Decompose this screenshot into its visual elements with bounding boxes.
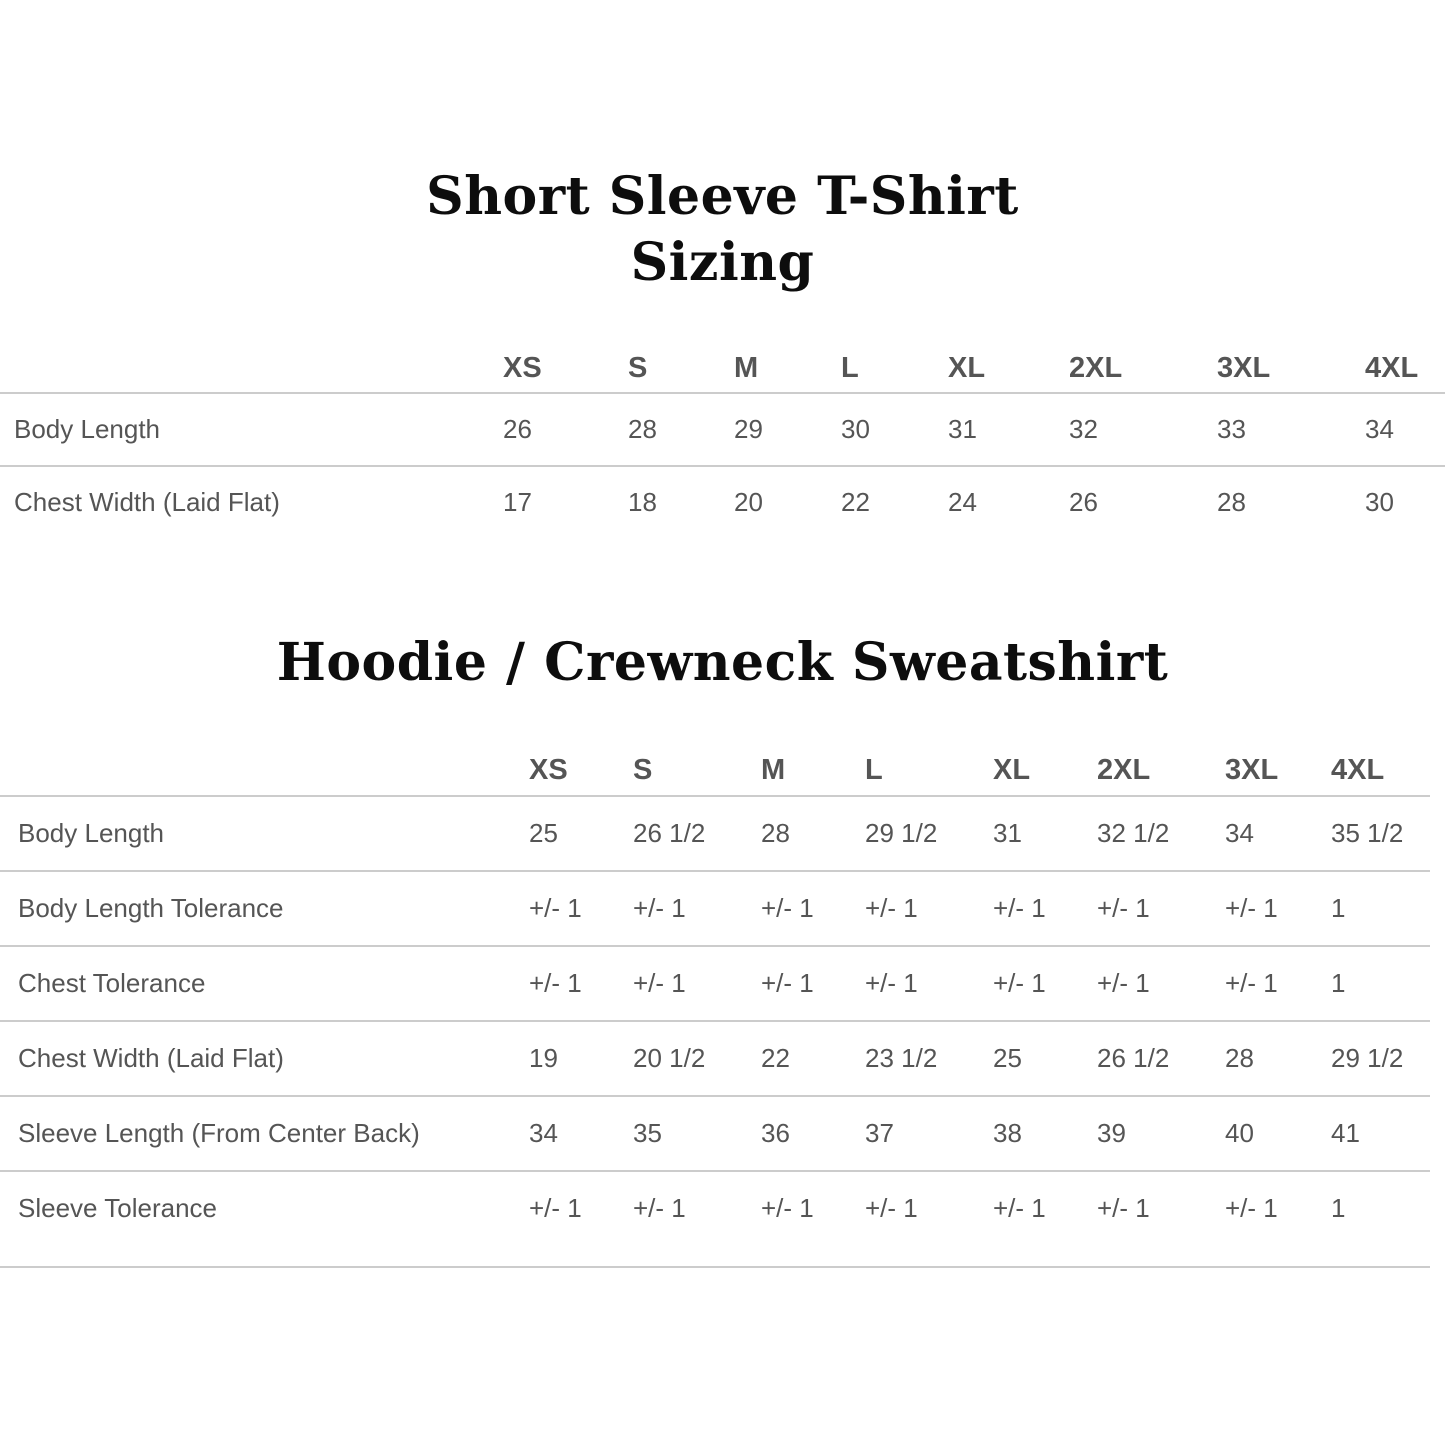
table-cell: 32 1/2	[1097, 818, 1170, 848]
table-cell: +/- 1	[993, 968, 1046, 998]
table-cell: 41	[1331, 1118, 1360, 1148]
table-cell: +/- 1	[761, 968, 814, 998]
table-cell: 30	[841, 414, 870, 444]
table-header-row	[0, 340, 1445, 394]
size-header-3xl: 3XL	[1217, 352, 1271, 384]
table-cell: 34	[1225, 818, 1254, 848]
table-cell: 22	[841, 487, 870, 517]
table-row	[0, 394, 1445, 467]
hoodie-sizing-title	[0, 630, 1445, 696]
size-header-m: M	[761, 754, 786, 786]
size-header-xs: XS	[503, 352, 542, 384]
row-label: Sleeve Tolerance	[18, 1193, 217, 1223]
table-cell: 29	[734, 414, 763, 444]
size-header-4xl: 4XL	[1365, 352, 1419, 384]
table-row	[0, 1022, 1430, 1097]
table-cell: 30	[1365, 487, 1394, 517]
tshirt-sizing-title	[0, 164, 1445, 296]
size-header-2xl: 2XL	[1097, 754, 1151, 786]
table-cell: 35	[633, 1118, 662, 1148]
table-cell: 29 1/2	[865, 818, 938, 848]
table-row	[0, 797, 1430, 872]
table-cell: 40	[1225, 1118, 1254, 1148]
table-cell: 26	[503, 414, 532, 444]
size-header-xl: XL	[948, 352, 986, 384]
hoodie-size-table	[0, 742, 1430, 1268]
table-cell: 25	[993, 1043, 1022, 1073]
table-cell: 31	[993, 818, 1022, 848]
table-cell: +/- 1	[633, 968, 686, 998]
size-header-s: S	[633, 754, 653, 786]
size-header-4xl: 4XL	[1331, 754, 1385, 786]
table-cell: +/- 1	[865, 893, 918, 923]
tshirt-title-line2: Sizing	[630, 232, 815, 293]
table-cell: +/- 1	[1225, 968, 1278, 998]
table-cell: +/- 1	[529, 968, 582, 998]
table-cell: 24	[948, 487, 977, 517]
size-header-2xl: 2XL	[1069, 352, 1123, 384]
table-cell: +/- 1	[633, 1193, 686, 1223]
row-label: Chest Width (Laid Flat)	[18, 1043, 284, 1073]
table-cell: 31	[948, 414, 977, 444]
table-cell: +/- 1	[761, 893, 814, 923]
table-cell: 33	[1217, 414, 1246, 444]
table-cell: +/- 1	[529, 1193, 582, 1223]
table-cell: 25	[529, 818, 558, 848]
table-cell: 20 1/2	[633, 1043, 706, 1073]
table-cell: 17	[503, 487, 532, 517]
table-cell: 29 1/2	[1331, 1043, 1404, 1073]
table-row	[0, 1172, 1430, 1268]
table-cell: +/- 1	[1225, 893, 1278, 923]
table-row	[0, 872, 1430, 947]
table-cell: 20	[734, 487, 763, 517]
table-row	[0, 1097, 1430, 1172]
row-label: Chest Width (Laid Flat)	[14, 487, 280, 517]
table-cell: +/- 1	[1097, 968, 1150, 998]
table-cell: +/- 1	[865, 968, 918, 998]
table-cell: +/- 1	[993, 1193, 1046, 1223]
table-cell: +/- 1	[633, 893, 686, 923]
table-cell: 1	[1331, 893, 1346, 923]
tshirt-size-table	[0, 340, 1445, 538]
size-header-3xl: 3XL	[1225, 754, 1279, 786]
size-header-m: M	[734, 352, 759, 384]
table-cell: 26 1/2	[633, 818, 706, 848]
table-cell: 26 1/2	[1097, 1043, 1170, 1073]
row-label: Body Length	[18, 818, 165, 848]
table-header-row	[0, 742, 1430, 797]
table-cell: +/- 1	[993, 893, 1046, 923]
table-cell: 28	[761, 818, 790, 848]
table-cell: 19	[529, 1043, 558, 1073]
row-label: Body Length	[14, 414, 161, 444]
table-cell: 35 1/2	[1331, 818, 1404, 848]
table-cell: 34	[529, 1118, 558, 1148]
size-header-l: L	[841, 352, 859, 384]
table-cell: 1	[1331, 1193, 1346, 1223]
size-header-s: S	[628, 352, 648, 384]
table-cell: +/- 1	[1097, 1193, 1150, 1223]
table-cell: +/- 1	[529, 893, 582, 923]
table-cell: 22	[761, 1043, 790, 1073]
table-row	[0, 947, 1430, 1022]
table-cell: 26	[1069, 487, 1098, 517]
row-label: Sleeve Length (From Center Back)	[18, 1118, 420, 1148]
table-row	[0, 467, 1445, 538]
table-cell: +/- 1	[761, 1193, 814, 1223]
table-cell: 18	[628, 487, 657, 517]
table-cell: 32	[1069, 414, 1098, 444]
table-cell: 36	[761, 1118, 790, 1148]
table-cell: 34	[1365, 414, 1394, 444]
table-cell: 28	[628, 414, 657, 444]
size-header-xl: XL	[993, 754, 1031, 786]
table-cell: 38	[993, 1118, 1022, 1148]
size-header-l: L	[865, 754, 883, 786]
table-cell: +/- 1	[865, 1193, 918, 1223]
table-cell: +/- 1	[1225, 1193, 1278, 1223]
table-cell: +/- 1	[1097, 893, 1150, 923]
row-label: Chest Tolerance	[18, 968, 206, 998]
table-cell: 39	[1097, 1118, 1126, 1148]
table-cell: 28	[1225, 1043, 1254, 1073]
hoodie-title-text: Hoodie / Crewneck Sweatshirt	[276, 632, 1169, 693]
size-header-xs: XS	[529, 754, 568, 786]
table-cell: 1	[1331, 968, 1346, 998]
table-cell: 37	[865, 1118, 894, 1148]
table-cell: 23 1/2	[865, 1043, 938, 1073]
tshirt-title-line1: Short Sleeve T-Shirt	[426, 166, 1019, 227]
table-cell: 28	[1217, 487, 1246, 517]
row-label: Body Length Tolerance	[18, 893, 284, 923]
